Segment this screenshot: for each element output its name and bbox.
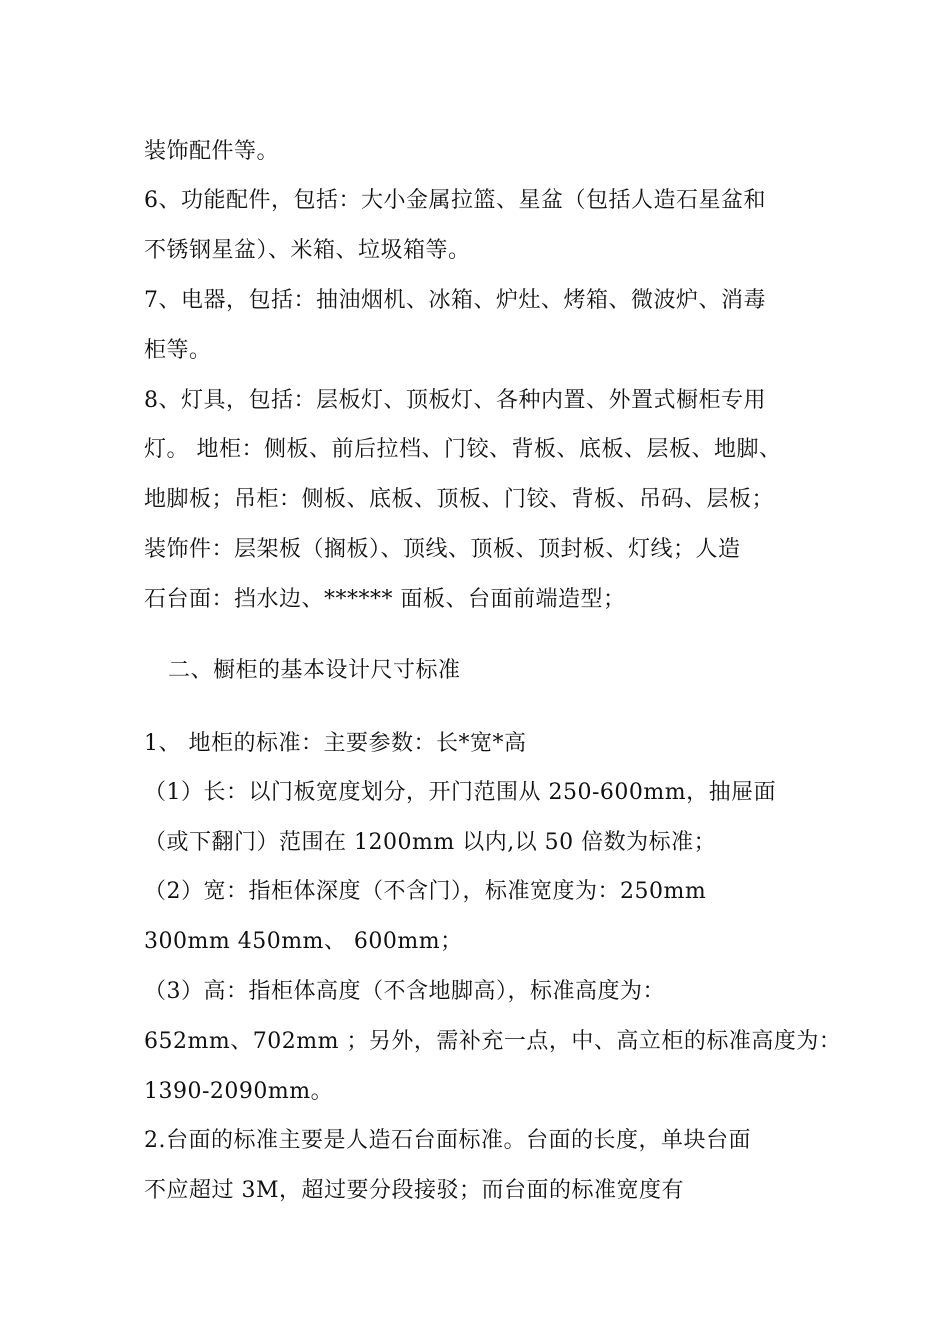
text-line: 装饰配件等。	[144, 139, 280, 164]
text-line: 1390-2090mm。	[144, 1079, 334, 1104]
text-line: 300mm 450mm、 600mm；	[144, 929, 463, 954]
text-line: （1）长：以门板宽度划分，开门范围从 250-600mm，抽屉面	[144, 780, 777, 805]
text-line: 1、 地柜的标准：主要参数：长*宽*高	[144, 731, 527, 756]
text-line: 652mm、702mm ；另外，需补充一点，中、高立柜的标准高度为：	[144, 1029, 842, 1054]
text-line: 8、灯具，包括：层板灯、顶板灯、各种内置、外置式橱柜专用	[144, 388, 766, 413]
text-line: 不锈钢星盆）、米箱、垃圾箱等。	[144, 238, 471, 263]
text-line: （3）高：指柜体高度（不含地脚高），标准高度为：	[144, 979, 665, 1004]
text-line: 2.台面的标准主要是人造石台面标准。台面的长度，单块台面	[144, 1128, 751, 1153]
text-line: 不应超过 3M，超过要分段接驳；而台面的标准宽度有	[144, 1178, 685, 1203]
text-line: 装饰件：层架板（搁板）、顶线、顶板、顶封板、灯线；人造	[144, 537, 741, 562]
text-line: 7、电器，包括：抽油烟机、冰箱、炉灶、烤箱、微波炉、消毒	[144, 288, 766, 313]
section-heading: 二、橱柜的基本设计尺寸标准	[168, 658, 461, 683]
text-line: 地脚板；吊柜：侧板、底板、顶板、门铰、背板、吊码、层板；	[144, 487, 775, 512]
text-line: （或下翻门）范围在 1200mm 以内,以 50 倍数为标准；	[144, 830, 717, 855]
text-line: （2）宽：指柜体深度（不含门），标准宽度为：250mm	[144, 879, 707, 904]
text-line: 柜等。	[144, 338, 212, 363]
text-line: 6、功能配件，包括：大小金属拉篮、星盆（包括人造石星盆和	[144, 188, 766, 213]
text-line: 灯。 地柜：侧板、前后拉档、门铰、背板、底板、层板、地脚、	[144, 437, 782, 462]
text-line: 石台面：挡水边、****** 面板、台面前端造型；	[144, 587, 626, 612]
